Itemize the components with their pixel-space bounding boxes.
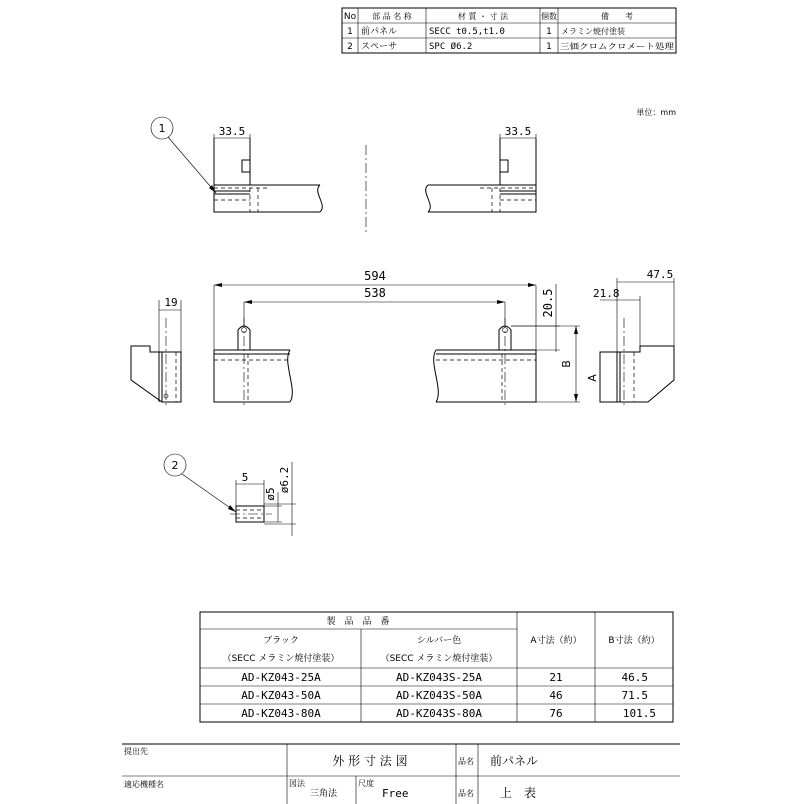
parts-header-name: 部 品 名 称 [372,12,412,21]
parts-row-remark: 三価クロムクロメート処理 [560,42,656,51]
parts-row-no: 1 [347,27,353,37]
title-block [122,744,680,804]
dim-top-left: 33.5 [218,125,246,138]
product-b: 101.5 [622,707,656,720]
col-a: A寸法（約） [530,636,582,646]
product-silver: AD-KZ043S-80A [395,707,483,720]
name-label: 品名 [458,757,474,766]
name-value: 前パネル [490,754,539,768]
dim-spacer-inner: ø5 [264,487,277,501]
product-silver: AD-KZ043S-25A [395,671,483,684]
parts-header-material: 材 質 ・ 寸 法 [457,12,509,21]
parts-row-qty: 1 [546,27,552,37]
dim-spacer-outer: ø6.2 [278,466,291,494]
front-view [214,269,600,408]
parts-header-no: No [343,12,357,22]
method-value: 三角法 [310,789,338,799]
method-label: 図法 [289,779,305,788]
product-black: AD-KZ043-80A [241,707,321,720]
dim-spacer-length: 5 [241,471,249,484]
col-black-sub: （SECC メラミン焼付塗装） [222,654,340,664]
balloon-1-label: 1 [158,122,166,135]
product-black: AD-KZ043-50A [241,689,321,702]
parts-row-name: スペーサ [361,42,398,52]
col-silver: シルバー色 [416,636,462,646]
product-a: 76 [549,707,563,720]
scale-value: Free [382,787,409,800]
spacer-view [164,454,296,536]
dim-top-right: 33.5 [504,125,532,138]
name2-label: 品名 [458,789,474,798]
dim-right-mid: 21.8 [593,287,620,300]
dim-right-top: 47.5 [646,268,674,281]
parts-header-remark: 備 考 [601,12,633,21]
dim-inner-width: 538 [364,286,386,300]
scale-label: 尺度 [358,779,374,788]
col-b: B寸法（約） [608,636,660,646]
parts-row-material: SPC Ø6.2 [429,42,473,52]
product-table [200,612,673,722]
parts-header-qty: 個数 [541,12,557,21]
left-side-view [131,296,181,408]
top-view [151,117,536,235]
parts-row-qty: 1 [546,42,552,52]
product-a: 46 [549,689,563,702]
dim-height-tab: 20.5 [541,288,555,318]
product-table-title: 製 品 品 番 [326,617,390,627]
parts-row-material: SECC t0.5,t1.0 [429,27,505,37]
parts-row-no: 2 [347,42,353,52]
parts-row-name: 前パネル [361,27,398,37]
balloon-2-label: 2 [171,459,179,472]
dim-a-label: A [586,374,599,382]
product-black: AD-KZ043-25A [241,671,321,684]
name2-value: 上 表 [500,786,537,800]
dim-b-label: B [560,360,573,368]
product-silver: AD-KZ043S-50A [395,689,483,702]
parts-row-remark: メラミン焼付塗装 [561,27,625,36]
model-label: 適応機種名 [124,780,164,789]
right-side-view [593,268,674,408]
parts-table [342,8,676,53]
product-b: 46.5 [621,671,648,684]
dim-overall-width: 594 [364,269,386,283]
col-silver-sub: （SECC メラミン焼付塗装） [380,654,498,664]
dim-left-side: 19 [164,296,178,309]
unit-label: 単位：mm [636,108,676,117]
product-a: 21 [549,671,563,684]
submit-to-label: 提出先 [124,747,148,756]
col-black: ブラック [263,636,299,646]
product-b: 71.5 [621,689,648,702]
drawing-title: 外 形 寸 法 図 [332,754,408,768]
